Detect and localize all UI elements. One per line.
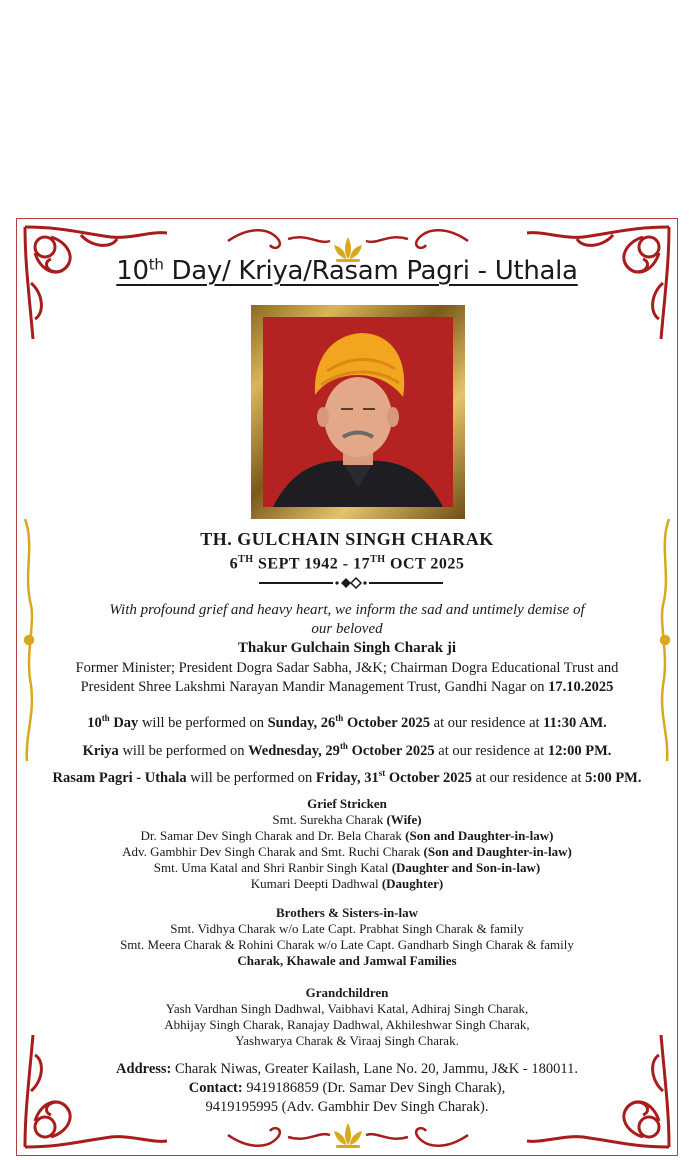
brothers-line: Smt. Vidhya Charak w/o Late Capt. Prabhat Singh Charak & family	[170, 921, 524, 936]
intro-text: With profound grief and heavy heart, we inform the sad and untimely demise of our beloved	[109, 602, 585, 637]
obituary-card	[16, 218, 678, 1156]
grief-line: Kumari Deepti Dadhwal (Daughter)	[250, 876, 444, 891]
life-dates: 6TH SEPT 1942 - 17TH OCT 2025	[229, 554, 465, 573]
grief-line: Dr. Samar Dev Singh Charak and Dr. Bela Charak (Son and Daughter-in-law)	[140, 828, 554, 843]
contact-line: Contact: 9419186859 (Dr. Samar Dev Singh Charak),	[188, 1080, 506, 1096]
grandchildren-line: Yashwarya Charak & Viraaj Singh Charak.	[235, 1033, 459, 1048]
bottom-lotus-icon	[330, 1121, 366, 1149]
event-kriya: Kriya will be performed on Wednesday, 29th October 2025 at our residence at 12:00 PM.	[82, 741, 612, 759]
grief-line: Smt. Surekha Charak (Wife)	[272, 812, 422, 827]
grandchildren-heading: Grandchildren	[305, 985, 389, 1000]
families-line: Charak, Khawale and Jamwal Families	[237, 953, 457, 968]
grandchildren-line: Yash Vardhan Singh Dadhwal, Vaibhavi Katal, Adhiraj Singh Charak,	[165, 1001, 529, 1016]
grief-line: Adv. Gambhir Dev Singh Charak and Smt. Ruchi Charak (Son and Daughter-in-law)	[122, 844, 572, 859]
event-10th-day: 10th Day will be performed on Sunday, 26th October 2025 at our residence at 11:30 AM.	[87, 713, 607, 731]
person-name: TH. GULCHAIN SINGH CHARAK	[200, 529, 494, 549]
address-line: Address: Charak Niwas, Greater Kailash, Lane No. 20, Jammu, J&K - 180011.	[116, 1061, 578, 1077]
positions-text: Former Minister; President Dogra Sadar Sabha, J&K; Chairman Dogra Educational Trust and President Shree Lakshmi Narayan Mandir Management Trust, Gandhi Nagar on 17.10.2025	[75, 660, 619, 695]
portrait-illustration	[263, 317, 453, 507]
grief-line: Smt. Uma Katal and Shri Ranbir Singh Katal (Daughter and Son-in-law)	[153, 860, 541, 875]
portrait-photo	[263, 317, 453, 507]
honoree-name: Thakur Gulchain Singh Charak ji	[237, 640, 457, 656]
portrait-frame	[251, 305, 465, 519]
brothers-heading: Brothers & Sisters-in-law	[275, 905, 419, 920]
grief-stricken-heading: Grief Stricken	[307, 796, 387, 811]
decorative-divider	[251, 577, 451, 589]
event-rasam-pagri: Rasam Pagri - Uthala will be performed on Friday, 31st October 2025 at our residence at 5:00 PM.	[52, 768, 642, 786]
brothers-line: Smt. Meera Charak & Rohini Charak w/o Late Capt. Gandharb Singh Charak & family	[120, 937, 574, 952]
grandchildren-line: Abhijay Singh Charak, Ranajay Dadhwal, Akhileshwar Singh Charak,	[164, 1017, 530, 1032]
page-title: 10th Day/ Kriya/Rasam Pagri - Uthala	[116, 255, 578, 286]
contact-line-2: 9419195995 (Adv. Gambhir Dev Singh Charak).	[205, 1099, 489, 1115]
